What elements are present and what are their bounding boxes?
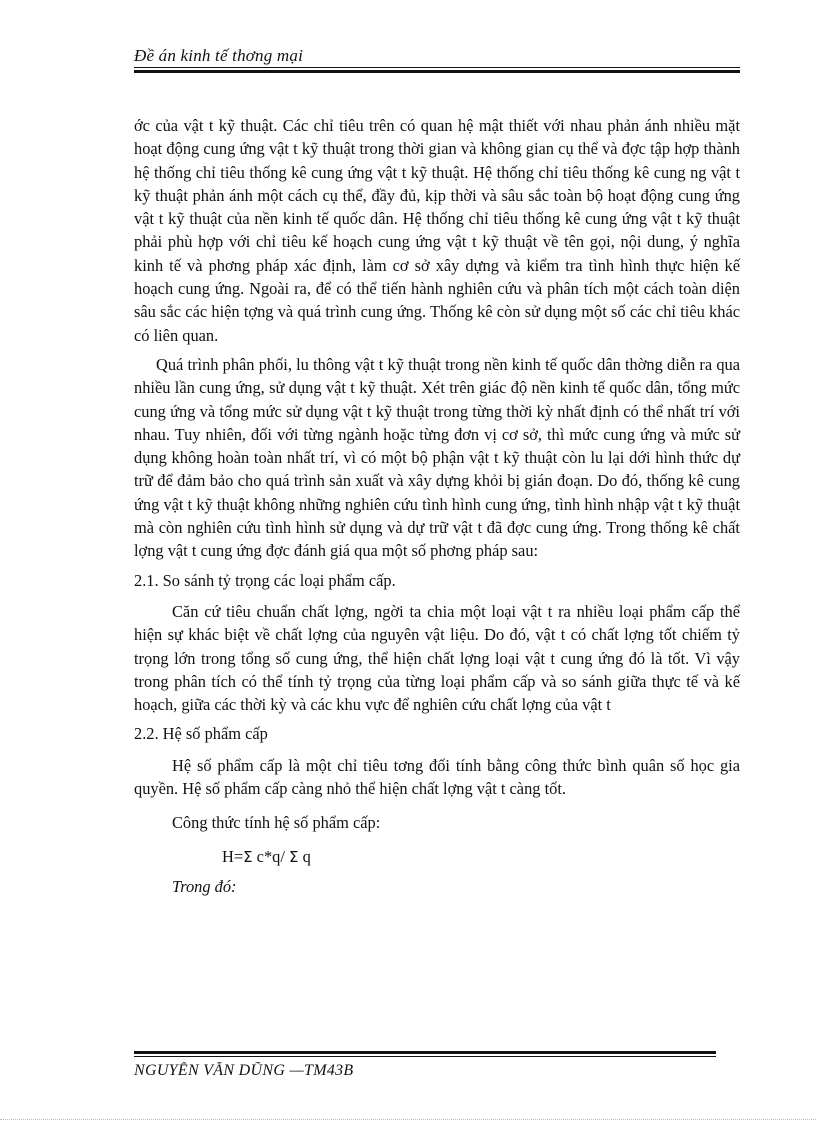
- paragraph-2: Quá trình phân phối, lu thông vật t kỹ thuật trong nền kinh tế quốc dân thờng diễn ra qua nhiều lần cung ứng, sử dụng vật t kỹ thuật. Xét trên giác độ nền kinh tế quốc dân, tổng mức cung ứng và tổng mức sử dụng vật t kỹ thuật trong từng thời kỳ nhất định có thể nhất trí với nhau. Tuy nhiên, đối với từng ngành hoặc từng đơn vị cơ sở, thì mức cung ứng và mức sử dụng không hoàn toàn nhất trí, vì có một bộ phận vật t kỹ thuật còn lu lại dới hình thức dự trữ để đảm bảo cho quá trình sản xuất và xây dựng khỏi bị gián đoạn. Do đó, thống kê cung ứng vật t kỹ thuật không những nghiên cứu tình hình cung ứng, tình hình nhập vật t kỹ thuật mà còn nghiên cứu tình hình sử dụng và dự trữ vật t đã đợc cung ứng. Trong thống kê chất lợng vật t cung ứng đợc đánh giá qua một số phơng pháp sau:: [134, 354, 740, 561]
- section-heading-2-1: 2.1. So sánh tỷ trọng các loại phẩm cấp.: [134, 570, 396, 590]
- header-rule-thick: [134, 70, 740, 73]
- footer-rule-thick: [134, 1051, 716, 1054]
- footer-rule: [134, 1056, 716, 1057]
- paragraph-1: ớc của vật t kỹ thuật. Các chỉ tiêu trên có quan hệ mật thiết với nhau phản ánh nhiều mặt hoạt động cung ứng vật t kỹ thuật trong thời gian và không gian cụ thể và đợc tập hợp thành hệ thống chỉ tiêu thống kê cung ứng vật t kỹ thuật. Hệ thống chỉ tiêu thống kê cung ng vật t kỹ thuật phản ánh một cách cụ thể, đầy đủ, kịp thời và sâu sắc toàn bộ hoạt động cung ứng vật t kỹ thuật của nền kinh tế quốc dân. Hệ thống chỉ tiêu thống kê cung ứng vật t kỹ thuật phải phù hợp với chỉ tiêu kế hoạch cung ứng vật t kỹ thuật về tên gọi, nội dung, ý nghĩa kinh tế và phơng pháp xác định, làm cơ sở xây dựng và kiểm tra tình hình thực hiện kế hoạch cung ứng. Ngoài ra, để có thể tiến hành nghiên cứu và phân tích một cách toàn diện sâu sắc các hiện tợng và quá trình cung ứng. Thống kê còn sử dụng một số các chỉ tiêu khác có liên quan.: [134, 116, 740, 345]
- formula-intro: Công thức tính hệ số phẩm cấp:: [172, 813, 381, 833]
- page-border: [0, 1119, 816, 1120]
- paragraph-4: Hệ số phẩm cấp là một chỉ tiêu tơng đối tính bằng công thức bình quân số học gia quyền. Hệ số phẩm cấp càng nhỏ thể hiện chất lợng vật t càng tốt.: [134, 755, 740, 799]
- formula-left: H=: [222, 846, 244, 866]
- sigma-symbol: Σ: [243, 847, 253, 866]
- section-heading-2-2: 2.2. Hệ số phẩm cấp: [134, 724, 268, 744]
- sigma-symbol-2: Σ: [289, 847, 299, 866]
- page-footer-author: NGUYỄN VĂN DŨNG —TM43B: [134, 1062, 354, 1078]
- formula-mid: c*q/: [252, 846, 289, 866]
- formula: [134, 845, 740, 869]
- formula-right: q: [298, 846, 311, 866]
- document-body: [134, 114, 740, 898]
- page-header-title: Đề án kinh tế thơng mại: [134, 46, 304, 65]
- where-label: Trong đó:: [172, 876, 237, 896]
- header-rule: [134, 67, 740, 68]
- paragraph-3: Căn cứ tiêu chuẩn chất lợng, ngời ta chia một loại vật t ra nhiều loại phẩm cấp thể hiện sự khác biệt về chất lợng của nguyên vật liệu. Do đó, vật t có chất lợng tốt chiếm tỷ trọng lớn trong tổng số cung ứng, thể hiện chất lợng loại vật t cung ứng đó là tốt. Vì vậy trong phân tích có thể tính tỷ trọng của từng loại phẩm cấp và so sánh giữa thực tế và kế hoạch, giữa các thời kỳ và các khu vực để nghiên cứu chất lợng của vật t: [134, 601, 740, 715]
